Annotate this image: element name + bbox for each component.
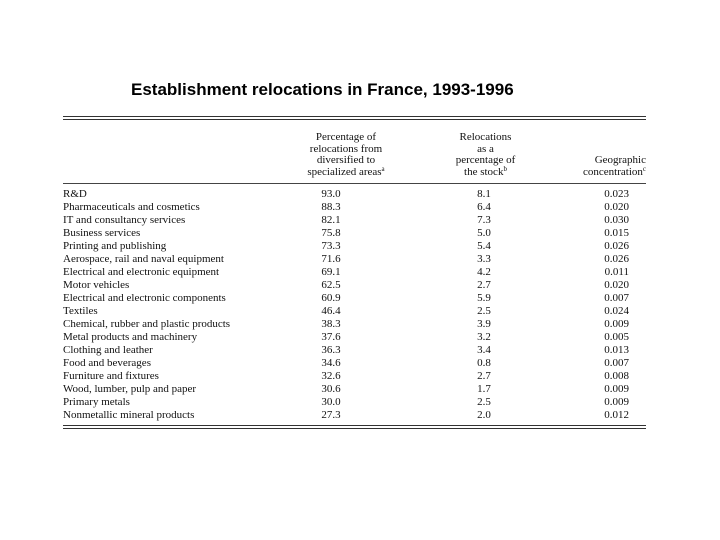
pct-relocations-cell: 36.3 — [321, 344, 341, 356]
geo-concentration-cell: 0.013 — [604, 344, 629, 356]
pct-relocations-cell: 73.3 — [321, 240, 341, 252]
geo-concentration-cell: 0.009 — [604, 318, 629, 330]
table-row — [63, 383, 646, 396]
table-row — [63, 357, 646, 370]
pct-relocations-cell: 69.1 — [321, 266, 341, 278]
pct-relocations-cell: 75.8 — [321, 227, 341, 239]
header-pct-relocations: Percentage of relocations from diversified to specialized areas$^a$ — [307, 131, 385, 178]
sector-cell: Electrical and electronic equipment — [63, 266, 220, 278]
table-row — [63, 344, 646, 357]
relocations-stock-cell: 3.9 — [477, 318, 491, 330]
sector-cell: Nonmetallic mineral products — [63, 409, 195, 421]
geo-concentration-cell: 0.020 — [604, 279, 629, 291]
table-row — [63, 292, 646, 305]
relocations-table — [63, 116, 646, 429]
pct-relocations-cell: 71.6 — [321, 253, 341, 265]
pct-relocations-cell: 30.6 — [321, 383, 341, 395]
relocations-stock-cell: 3.2 — [477, 331, 491, 343]
geo-concentration-cell: 0.026 — [604, 240, 629, 252]
relocations-stock-cell: 6.4 — [477, 201, 491, 213]
pct-relocations-cell: 88.3 — [321, 201, 341, 213]
sector-cell: Textiles — [63, 305, 98, 317]
pct-relocations-cell: 37.6 — [321, 331, 341, 343]
relocations-stock-cell: 5.4 — [477, 240, 491, 252]
table-body — [63, 184, 646, 425]
relocations-stock-cell: 4.2 — [477, 266, 491, 278]
pct-relocations-cell: 62.5 — [321, 279, 341, 291]
relocations-stock-cell: 2.5 — [477, 396, 491, 408]
table-row — [63, 305, 646, 318]
sector-cell: Pharmaceuticals and cosmetics — [63, 201, 200, 213]
relocations-stock-cell: 8.1 — [477, 188, 491, 200]
sector-cell: Wood, lumber, pulp and paper — [63, 383, 197, 395]
sector-cell: Electrical and electronic components — [63, 292, 226, 304]
table-row — [63, 253, 646, 266]
relocations-stock-cell: 2.7 — [477, 279, 491, 291]
sector-cell: Printing and publishing — [63, 240, 167, 252]
table-row — [63, 240, 646, 253]
table-row — [63, 227, 646, 240]
sector-cell: Metal products and machinery — [63, 331, 198, 343]
pct-relocations-cell: 46.4 — [321, 305, 341, 317]
geo-concentration-cell: 0.012 — [604, 409, 629, 421]
sector-cell: Primary metals — [63, 396, 130, 408]
table-row — [63, 201, 646, 214]
geo-concentration-cell: 0.009 — [604, 383, 629, 395]
relocations-stock-cell: 2.7 — [477, 370, 491, 382]
sector-cell: Motor vehicles — [63, 279, 130, 291]
relocations-stock-cell: 2.5 — [477, 305, 491, 317]
geo-concentration-cell: 0.023 — [604, 188, 629, 200]
table-row — [63, 266, 646, 279]
relocations-stock-cell: 3.4 — [477, 344, 491, 356]
relocations-stock-cell: 2.0 — [477, 409, 491, 421]
geo-concentration-cell: 0.009 — [604, 396, 629, 408]
sector-cell: Business services — [63, 227, 141, 239]
table-row — [63, 318, 646, 331]
pct-relocations-cell: 27.3 — [321, 409, 341, 421]
geo-concentration-cell: 0.011 — [604, 266, 629, 278]
relocations-stock-cell: 1.7 — [477, 383, 491, 395]
table-row — [63, 188, 646, 201]
geo-concentration-cell: 0.024 — [604, 305, 629, 317]
table-row — [63, 279, 646, 292]
pct-relocations-cell: 38.3 — [321, 318, 341, 330]
sector-cell: Clothing and leather — [63, 344, 153, 356]
geo-concentration-cell: 0.015 — [604, 227, 629, 239]
table-row — [63, 214, 646, 227]
table-row — [63, 331, 646, 344]
table-row — [63, 370, 646, 383]
pct-relocations-cell: 34.6 — [321, 357, 341, 369]
relocations-stock-cell: 0.8 — [477, 357, 491, 369]
table-row — [63, 409, 646, 422]
geo-concentration-cell: 0.008 — [604, 370, 629, 382]
sector-cell: Furniture and fixtures — [63, 370, 159, 382]
relocations-stock-cell: 3.3 — [477, 253, 491, 265]
pct-relocations-cell: 30.0 — [321, 396, 341, 408]
geo-concentration-cell: 0.005 — [604, 331, 629, 343]
pct-relocations-cell: 32.6 — [321, 370, 341, 382]
pct-relocations-cell: 93.0 — [321, 188, 341, 200]
sector-cell: Food and beverages — [63, 357, 151, 369]
geo-concentration-cell: 0.007 — [604, 357, 629, 369]
geo-concentration-cell: 0.030 — [604, 214, 629, 226]
table-row — [63, 396, 646, 409]
table-header — [63, 120, 646, 183]
sector-cell: Aerospace, rail and naval equipment — [63, 253, 224, 265]
header-relocations-stock: Relocations as a percentage of the stock$^b$ — [455, 131, 516, 178]
geo-concentration-cell: 0.007 — [604, 292, 629, 304]
sector-cell: Chemical, rubber and plastic products — [63, 318, 231, 330]
header-geo-concentration: Geographic concentration$^c$ — [583, 154, 646, 178]
relocations-stock-cell: 5.9 — [477, 292, 491, 304]
table-bottom-rule — [63, 425, 646, 429]
geo-concentration-cell: 0.026 — [604, 253, 629, 265]
sector-cell: R&D — [63, 188, 87, 200]
page-title: Establishment relocations in France, 1993-1996 — [131, 80, 514, 99]
pct-relocations-cell: 60.9 — [321, 292, 341, 304]
relocations-stock-cell: 7.3 — [477, 214, 491, 226]
sector-cell: IT and consultancy services — [63, 214, 186, 226]
pct-relocations-cell: 82.1 — [321, 214, 341, 226]
relocations-stock-cell: 5.0 — [477, 227, 491, 239]
geo-concentration-cell: 0.020 — [604, 201, 629, 213]
